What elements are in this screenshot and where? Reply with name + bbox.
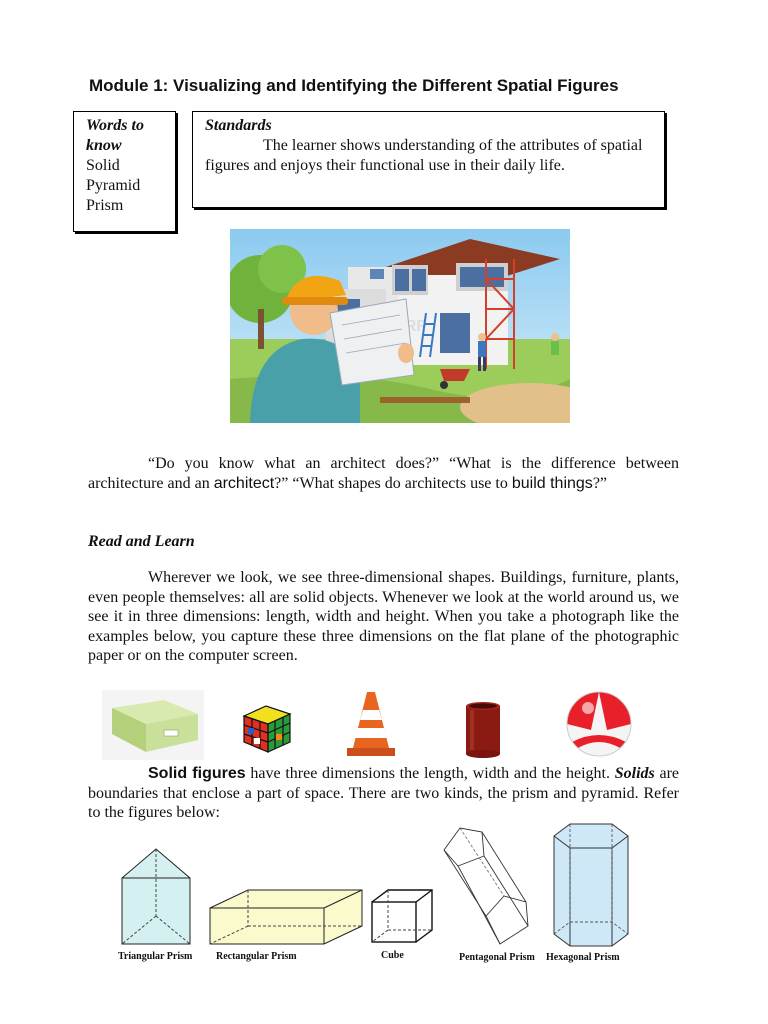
pentagonal-prism-label: Pentagonal Prism <box>459 952 535 963</box>
standards-box <box>192 111 665 208</box>
solid-figures-term: Solid figures <box>148 765 246 782</box>
module-title: Module 1: Visualizing and Identifying the Different Spatial Figures <box>89 76 619 95</box>
solid-figures-paragraph <box>88 764 679 823</box>
rectangular-prism-figure <box>208 888 364 946</box>
question-3: “What shapes do architects use to <box>292 474 508 492</box>
read-and-learn-paragraph: Wherever we look, we see three-dimensional shapes. Buildings, furniture, plants, even people themselves: all are solid objects. Whenever we look at the world around us, we see it in three dimensions: length, width and height. When you take a photograph like the examples below, you capture these three dimensions on the flat plane of the photographic paper or on the computer screen. <box>88 569 679 665</box>
question-paragraph <box>88 454 679 493</box>
words-to-know-heading-line2: know <box>86 137 122 154</box>
question-2-bold: architect <box>213 474 275 492</box>
question-1: “Do you know what an architect does?” <box>148 455 440 472</box>
beach-ball-photo <box>562 690 636 758</box>
cube-label: Cube <box>381 950 404 961</box>
question-2: “What is the difference between architecture and an <box>88 455 680 492</box>
standards-heading: Standards <box>205 117 272 134</box>
words-to-know-box <box>73 111 176 232</box>
rubiks-cube-photo <box>240 702 294 754</box>
question-2-end: ?” <box>274 474 289 492</box>
question-3-bold: build things <box>511 474 593 492</box>
standards-text: The learner shows understanding of the attributes of spatial figures and enjoys their functional use in their daily life. <box>205 137 643 174</box>
question-3-end: ?” <box>592 474 608 492</box>
word-item: Prism <box>86 197 124 214</box>
word-item: Pyramid <box>86 177 141 194</box>
read-and-learn-heading: Read and Learn <box>88 533 195 550</box>
architect-illustration <box>230 229 570 423</box>
hexagonal-prism-figure <box>550 822 632 948</box>
solid-figures-text2: are boundaries that enclose a part of space. There are two kinds, the prism and pyramid. Refer to the figures below: <box>88 765 680 822</box>
shoe-box-photo <box>102 690 204 760</box>
solid-figures-text1: have three dimensions the length, width and the height. <box>245 765 615 782</box>
triangular-prism-label: Triangular Prism <box>118 951 193 962</box>
cylinder-cup-photo <box>462 700 504 758</box>
traffic-cone-photo <box>345 690 397 758</box>
hexagonal-prism-label: Hexagonal Prism <box>546 952 620 963</box>
words-to-know-heading-line1: Words to <box>86 117 144 134</box>
triangular-prism-figure <box>118 846 194 948</box>
pentagonal-prism-figure <box>440 826 532 948</box>
solids-term: Solids <box>614 765 655 782</box>
cube-figure <box>370 888 436 944</box>
word-item: Solid <box>86 157 120 174</box>
rectangular-prism-label: Rectangular Prism <box>216 951 297 962</box>
